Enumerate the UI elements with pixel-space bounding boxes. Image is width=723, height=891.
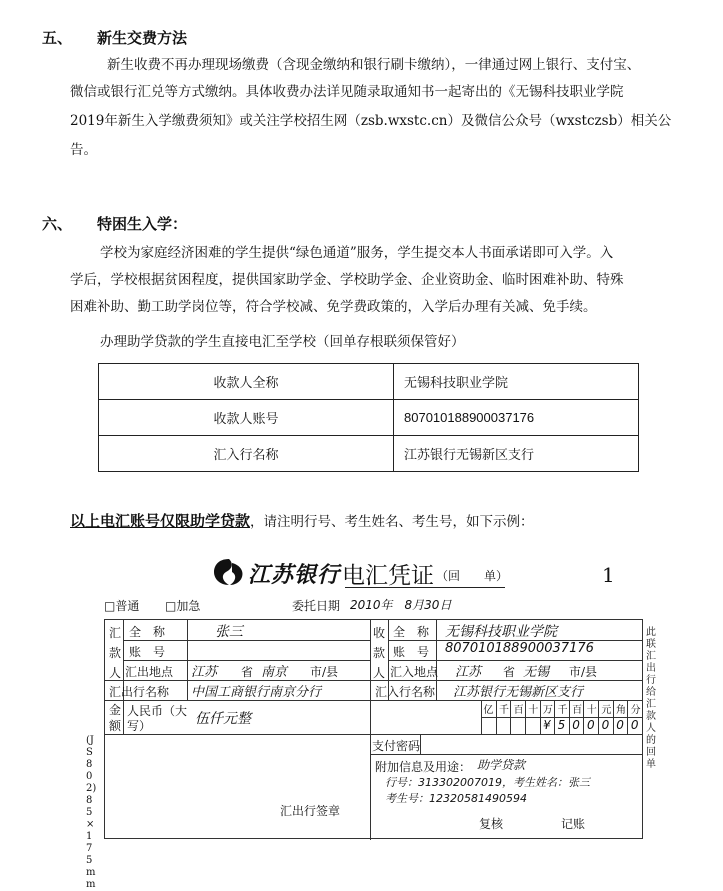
in-city-suffix: 市/县 bbox=[569, 665, 598, 679]
remit-bank: 中国工商银行南京分行 bbox=[191, 685, 322, 700]
check-label: 复核 bbox=[479, 817, 504, 831]
book-label: 记账 bbox=[561, 817, 586, 831]
info-value: 无锡科技职业学院 bbox=[394, 364, 639, 400]
voucher-side-note: 此联汇出行给汇款人的回单 bbox=[646, 627, 656, 770]
in-place-label: 汇入地点 bbox=[390, 665, 439, 679]
payee-name: 无锡科技职业学院 bbox=[445, 624, 557, 640]
note-line-2: 行号：313302007019，考生姓名：张三 bbox=[385, 776, 590, 789]
amount-digit: ¥ bbox=[543, 718, 551, 732]
amount-words: 伍仟元整 bbox=[195, 711, 251, 727]
payee-account-label: 账 号 bbox=[393, 645, 430, 659]
payee-fullname-label: 全 称 bbox=[393, 625, 430, 639]
digit-header: 百 bbox=[569, 701, 585, 734]
digit-header: 百 bbox=[510, 701, 526, 734]
table-row bbox=[99, 364, 639, 400]
amount-side-label: 金额 bbox=[109, 703, 122, 733]
info-value: 江苏银行无锡新区支行 bbox=[394, 436, 639, 472]
info-label: 收款人账号 bbox=[99, 400, 394, 436]
date-label: 委托日期 bbox=[292, 599, 341, 613]
notice-rest: ，请注明行号、考生姓名、考生号，如下示例： bbox=[250, 514, 534, 530]
digit-header: 千 bbox=[554, 701, 570, 734]
section-5-line-4: 告。 bbox=[70, 142, 97, 158]
section-5-line-1: 新生收费不再办理现场缴费（含现金缴纳和银行刷卡缴纳），一律通过网上银行、支付宝、 bbox=[107, 57, 641, 73]
remitter-name: 张三 bbox=[215, 624, 243, 640]
remitter-account-label: 账 号 bbox=[129, 645, 166, 659]
section-5-line-3: 2019年新生入学缴费须知》或关注学校招生网（zsb.wxstc.cn）及微信公众号（wxstczsb）相关公 bbox=[70, 113, 672, 129]
section-6-line-1: 学校为家庭经济困难的学生提供“绿色通道”服务，学生提交本人书面承诺即可入学。入 bbox=[100, 245, 614, 261]
voucher-code: (JS802) 85×175mm bbox=[86, 735, 97, 890]
amount-digit: 0 bbox=[572, 718, 580, 732]
in-bank-label: 汇入行名称 bbox=[375, 685, 436, 699]
payee-account: 807010188900037176 bbox=[445, 641, 594, 656]
digit-header: 角 bbox=[613, 701, 629, 734]
in-bank: 江苏银行无锡新区支行 bbox=[453, 685, 584, 700]
note-line-3: 考生号：12320581490594 bbox=[385, 792, 527, 805]
info-label: 汇入行名称 bbox=[99, 436, 394, 472]
option-urgent: □加急 bbox=[165, 599, 201, 613]
digit-header: 分 bbox=[627, 701, 643, 734]
info-value: 807010188900037176 bbox=[394, 400, 639, 436]
table-row bbox=[99, 400, 639, 436]
remit-city-suffix: 市/县 bbox=[310, 665, 339, 679]
section-5-line-2: 微信或银行汇兑等方式缴纳。具体收费办法详见随录取通知书一起寄出的《无锡科技职业学院 bbox=[70, 84, 624, 100]
remit-city: 南京 bbox=[261, 665, 288, 680]
bank-info-table bbox=[98, 363, 639, 472]
voucher-title: 电汇凭证 bbox=[342, 563, 434, 589]
section-6-number: 六、 bbox=[42, 215, 73, 233]
bank-logo-icon bbox=[212, 557, 246, 591]
remitter-fullname-label: 全 称 bbox=[129, 625, 166, 639]
section-6-line-4: 办理助学贷款的学生直接电汇至学校（回单存根联须保管好） bbox=[100, 334, 465, 350]
note-value: 助学贷款 bbox=[477, 758, 526, 772]
remitter-side-label: 汇款人 bbox=[109, 626, 122, 680]
sign-label: 汇出行签章 bbox=[280, 804, 341, 818]
notice-bold: 以上电汇账号仅限助学贷款 bbox=[70, 512, 251, 530]
amount-digit: 5 bbox=[557, 718, 566, 732]
rmb-label: 人民币（大写） bbox=[127, 704, 188, 733]
payee-side-label: 收款人 bbox=[373, 626, 386, 680]
amount-digit: 0 bbox=[616, 718, 624, 732]
section-5-number: 五、 bbox=[42, 29, 73, 47]
voucher-copy-number: 1 bbox=[602, 563, 615, 587]
amount-digit: 0 bbox=[601, 718, 610, 732]
digit-header: 千 bbox=[496, 701, 512, 734]
section-6-line-2: 学后，学校根据贫困程度，提供国家助学金、学校助学金、企业资助金、临时困难补助、特殊 bbox=[70, 272, 624, 288]
section-6-line-3: 困难补助、勤工助学岗位等，符合学校减、免学费政策的，入学后办理有关减、免手续。 bbox=[70, 299, 597, 315]
amount-digit-grid bbox=[481, 700, 642, 734]
remit-province-suffix: 省 bbox=[241, 665, 254, 679]
digit-header: 万 bbox=[540, 701, 556, 734]
table-row bbox=[99, 436, 639, 472]
title-underline bbox=[345, 587, 505, 588]
section-6-title: 特困生入学： bbox=[97, 215, 188, 233]
pay-password-label: 支付密码 bbox=[372, 739, 421, 753]
note-label: 附加信息及用途： bbox=[375, 760, 472, 774]
remit-bank-label: 汇出行名称 bbox=[109, 685, 170, 699]
bank-logo-text: 江苏银行 bbox=[248, 562, 341, 588]
amount-digit: 0 bbox=[630, 718, 639, 732]
voucher-copy-label: （回 单） bbox=[436, 569, 509, 583]
remit-place-label: 汇出地点 bbox=[125, 665, 174, 679]
digit-header: 十 bbox=[583, 701, 599, 734]
section-5-title: 新生交费方法 bbox=[97, 29, 188, 47]
in-city: 无锡 bbox=[523, 665, 550, 680]
option-normal: □普通 bbox=[104, 599, 140, 613]
amount-digit: 0 bbox=[586, 718, 595, 732]
in-province: 江苏 bbox=[455, 665, 482, 680]
digit-header: 十 bbox=[525, 701, 541, 734]
remit-province: 江苏 bbox=[191, 665, 218, 680]
digit-header: 元 bbox=[598, 701, 614, 734]
voucher-form bbox=[104, 619, 643, 839]
digit-header: 亿 bbox=[483, 705, 494, 716]
info-label: 收款人全称 bbox=[99, 364, 394, 400]
date-value: 2010年 8月30日 bbox=[350, 598, 452, 612]
in-province-suffix: 省 bbox=[503, 665, 516, 679]
notice bbox=[70, 510, 534, 531]
